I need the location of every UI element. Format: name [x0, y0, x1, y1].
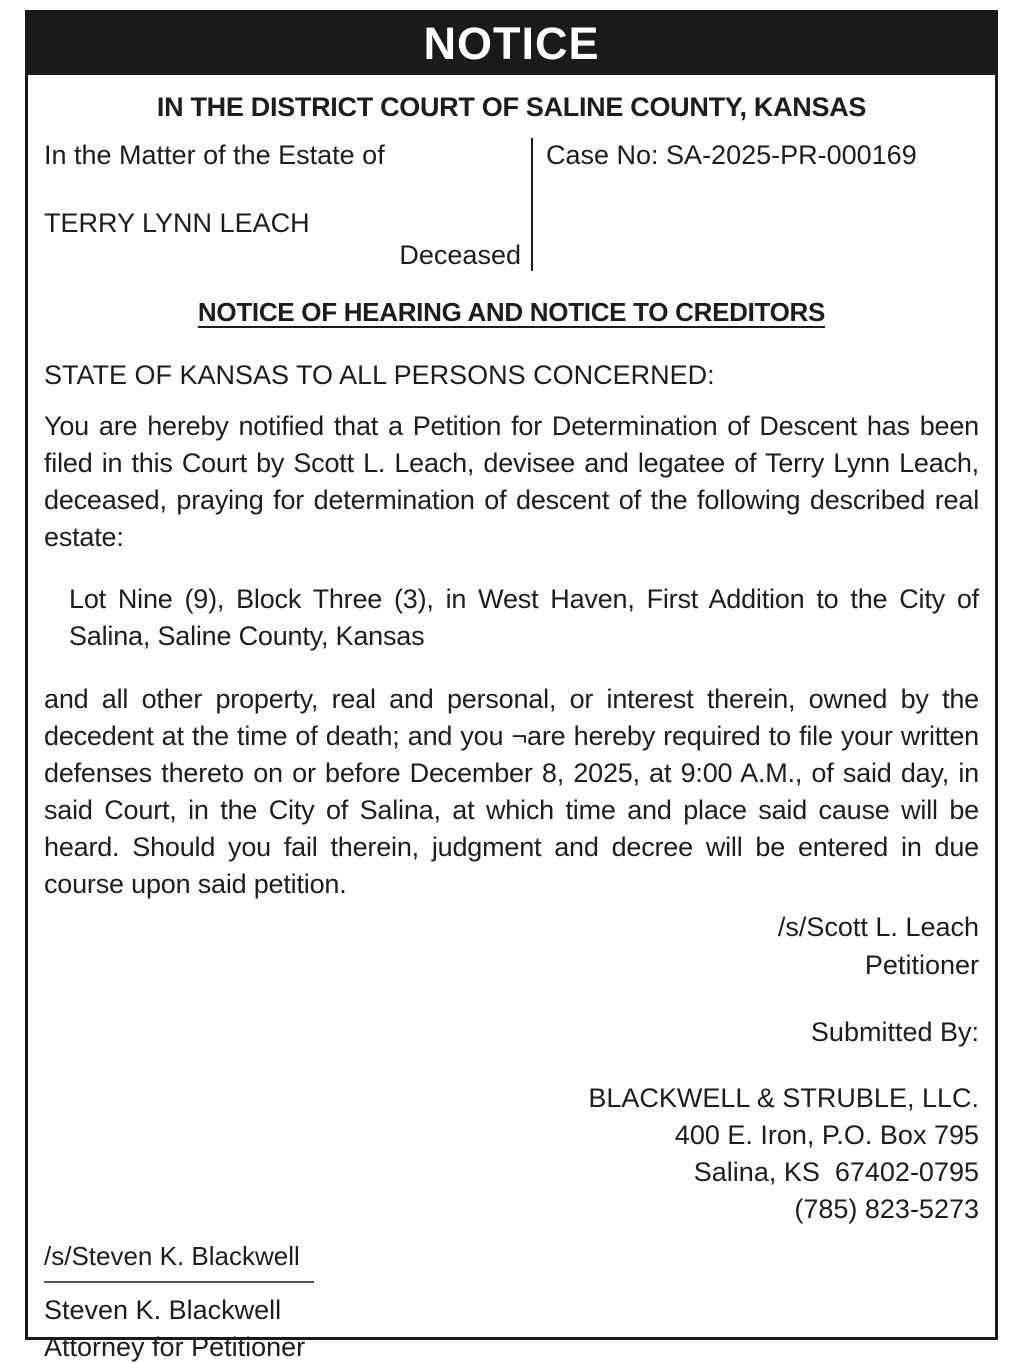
document-content: [28, 92, 995, 1363]
attorney-signature-block: [44, 1241, 979, 1363]
notice-banner: [28, 13, 995, 75]
law-firm-name: BLACKWELL & STRUBLE, LLC.: [588, 1083, 979, 1113]
banner-title: NOTICE: [423, 18, 600, 69]
petitioner-signature-block: [44, 908, 979, 984]
submitted-by-label: Submitted By:: [810, 1017, 979, 1047]
salutation: STATE OF KANSAS TO ALL PERSONS CONCERNED:: [44, 360, 715, 390]
case-number: Case No: SA-2025-PR-000169: [546, 140, 917, 170]
petitioner-signature: /s/Scott L. Leach: [777, 912, 979, 942]
attorney-signature: /s/Steven K. Blackwell: [44, 1241, 300, 1271]
attorney-name: Steven K. Blackwell: [44, 1295, 282, 1325]
notice-heading-text: NOTICE OF HEARING AND NOTICE TO CREDITORS: [197, 297, 826, 327]
law-firm-block: [44, 1080, 979, 1228]
law-firm-phone: (785) 823-5273: [794, 1194, 979, 1224]
caption-left-column: [44, 138, 531, 271]
matter-line: In the Matter of the Estate of: [44, 140, 385, 170]
notice-document: [25, 10, 998, 1362]
attorney-title: Attorney for Petitioner: [44, 1332, 306, 1362]
law-firm-address-line-2: Salina, KS 67402-0795: [693, 1157, 979, 1187]
caption-right-column: [531, 138, 979, 271]
court-header: IN THE DISTRICT COURT OF SALINE COUNTY, KANSAS: [156, 92, 867, 122]
deceased-label: Deceased: [399, 240, 521, 270]
signature-line: [44, 1281, 314, 1283]
case-caption: [44, 138, 979, 271]
decedent-name: TERRY LYNN LEACH: [44, 208, 310, 238]
notice-heading: [44, 297, 979, 328]
law-firm-address-line-1: 400 E. Iron, P.O. Box 795: [674, 1120, 979, 1150]
legal-description: Lot Nine (9), Block Three (3), in West Haven, First Addition to the City of Salina, Saline County, Kansas: [69, 584, 979, 651]
body-paragraph-2: and all other property, real and personal, or interest therein, owned by the decedent at the time of death; and you ¬are hereby required to file your written defenses thereto on or before December 8, 2025, at 9:00 A.M., of said day, in said Court, in the City of Salina, at which time and place said cause will be heard. Should you fail therein, judgment and decree will be entered in due course upon said petition.: [44, 684, 979, 899]
petitioner-title: Petitioner: [864, 950, 979, 980]
body-paragraph-1: You are hereby notified that a Petition for Determination of Descent has been filed in this Court by Scott L. Leach, devisee and legatee of Terry Lynn Leach, deceased, praying for determination of descent of the following described real estate:: [44, 411, 979, 552]
